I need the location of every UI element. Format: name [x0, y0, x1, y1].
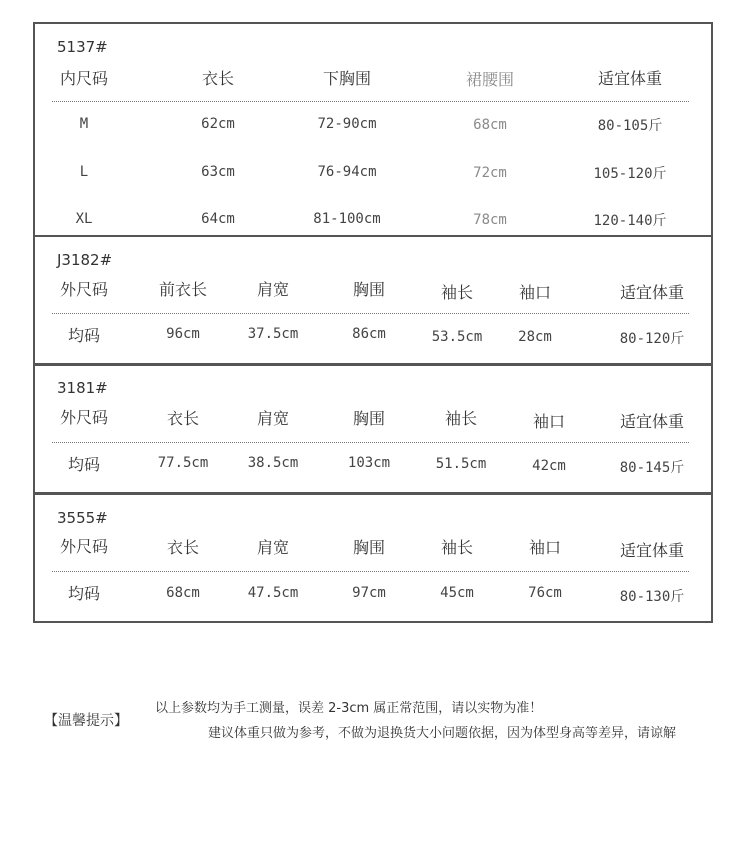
header-weight: 适宜体重	[619, 412, 685, 431]
header-chest: 胸围	[352, 538, 386, 557]
header-cuff: 袖口	[518, 283, 552, 302]
header-weight: 适宜体重	[597, 69, 663, 88]
dotted-divider	[52, 313, 689, 314]
size-table-5137	[33, 22, 713, 237]
dotted-divider	[52, 101, 689, 102]
header-sleeve: 袖长	[440, 538, 474, 557]
row-xl-size: XL	[75, 211, 93, 227]
row-shoulder: 38.5cm	[247, 455, 299, 471]
header-chest: 胸围	[352, 280, 386, 299]
row-weight: 80-130斤	[619, 589, 685, 605]
header-front-length: 前衣长	[158, 280, 208, 299]
row-weight: 80-120斤	[619, 331, 685, 347]
product-code: 3555#	[57, 509, 108, 527]
row-l-weight: 105-120斤	[593, 166, 667, 182]
header-length: 衣长	[166, 409, 200, 428]
row-chest: 103cm	[347, 455, 391, 471]
row-sleeve: 51.5cm	[435, 456, 487, 472]
header-size: 外尺码	[59, 408, 109, 427]
row-shoulder: 47.5cm	[247, 585, 299, 601]
header-cuff: 袖口	[532, 412, 566, 431]
header-length: 衣长	[201, 69, 235, 88]
header-skirt-waist: 裙腰围	[465, 70, 515, 89]
row-m-underbust: 72-90cm	[317, 116, 377, 132]
row-chest: 97cm	[352, 585, 386, 601]
row-m-weight: 80-105斤	[597, 118, 663, 134]
row-l-size: L	[79, 164, 89, 180]
row-size: 均码	[67, 584, 101, 603]
notice-tag: 【温馨提示】	[44, 713, 128, 729]
row-m-skirt-waist: 68cm	[473, 117, 507, 133]
row-xl-length: 64cm	[201, 211, 235, 227]
row-xl-underbust: 81-100cm	[313, 211, 381, 227]
row-xl-weight: 120-140斤	[593, 213, 667, 229]
row-chest: 86cm	[352, 326, 386, 342]
row-sleeve: 53.5cm	[431, 329, 483, 345]
header-shoulder: 肩宽	[256, 280, 290, 299]
header-weight: 适宜体重	[619, 283, 685, 302]
header-sleeve: 袖长	[444, 409, 478, 428]
row-l-length: 63cm	[201, 164, 235, 180]
product-code: J3182#	[57, 251, 113, 269]
row-front-length: 96cm	[166, 326, 200, 342]
row-size: 均码	[67, 326, 101, 345]
dotted-divider	[52, 442, 689, 443]
header-chest: 胸围	[352, 409, 386, 428]
row-l-underbust: 76-94cm	[317, 164, 377, 180]
header-length: 衣长	[166, 538, 200, 557]
row-length: 77.5cm	[157, 455, 209, 471]
row-m-length: 62cm	[201, 116, 235, 132]
header-sleeve: 袖长	[440, 283, 474, 302]
product-code: 3181#	[57, 379, 108, 397]
header-size: 外尺码	[59, 537, 109, 556]
header-underbust: 下胸围	[322, 69, 372, 88]
header-cuff: 袖口	[528, 538, 562, 557]
header-shoulder: 肩宽	[256, 409, 290, 428]
header-weight: 适宜体重	[619, 541, 685, 560]
row-cuff: 42cm	[532, 458, 566, 474]
notice-line-1: 以上参数均为手工测量，误差 2-3cm 属正常范围，请以实物为准！	[155, 701, 543, 716]
notice-line-2: 建议体重只做为参考，不做为退换货大小问题依据，因为体型身高等差异，请谅解	[208, 726, 677, 741]
header-shoulder: 肩宽	[256, 538, 290, 557]
header-size: 外尺码	[59, 280, 109, 299]
size-table-j3182	[33, 235, 713, 365]
row-m-size: M	[79, 116, 89, 132]
header-size: 内尺码	[59, 69, 109, 88]
row-l-skirt-waist: 72cm	[473, 165, 507, 181]
row-cuff: 28cm	[518, 329, 552, 345]
row-cuff: 76cm	[528, 585, 562, 601]
row-weight: 80-145斤	[619, 460, 685, 476]
dotted-divider	[52, 571, 689, 572]
size-table-3181	[33, 364, 713, 494]
row-xl-skirt-waist: 78cm	[473, 212, 507, 228]
row-length: 68cm	[166, 585, 200, 601]
product-code: 5137#	[57, 38, 108, 56]
row-shoulder: 37.5cm	[247, 326, 299, 342]
size-table-3555	[33, 493, 713, 623]
row-sleeve: 45cm	[440, 585, 474, 601]
row-size: 均码	[67, 455, 101, 474]
